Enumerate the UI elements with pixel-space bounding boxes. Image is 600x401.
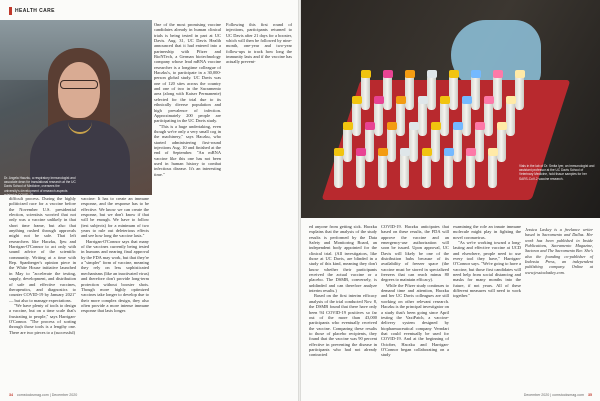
paragraph: Following this first round of injections, participants returned to UC Davis after 21 days for a booster, which will then be followed by nine-month, one-year and two-year follow-ups to track how long the immunity lasts and if the vaccine has actually prevent- (226, 22, 292, 65)
photo-tube-cap (365, 122, 375, 130)
photo-tube-cap (475, 122, 485, 130)
photo-tube (484, 102, 493, 136)
paragraph: difficult process. During the highly politicized race for a vaccine before the November U.S. presidential election, scientists worried that not only was a vaccine unlikely in that short time frame, but also that anything rushed through approvals might not be safe. That left researchers like Haczku, Ijeu and Harrigan-O'Connor to act only with sound advice of the scientific community. Writing at a time with Rep. Spanberger's opinion piece in the White House initiative launched in May to "accelerate the testing, supply, development, and distribution of safe and effective vaccines, therapeutics, and diagnostics to counter COVID-19 by January 2021" — but also to manage expectations. (9, 196, 76, 303)
photo-tube-cap (405, 70, 415, 78)
left-page (0, 0, 298, 401)
photo-tube-cap (466, 148, 476, 156)
section-label: HEALTH CARE (15, 8, 55, 14)
photo-tube (409, 128, 418, 162)
photo-tube (365, 128, 374, 162)
photo-tube (488, 154, 497, 188)
photo-tube-cap (361, 70, 371, 78)
photo-tube (427, 76, 436, 110)
photo-tube (356, 154, 365, 188)
photo-caption: Dr. Angela Haczku, a respiratory immunologist and associate dean for translational research at the UC Davis School of Medicine, oversees the university's development of research aspects related to COVID-19. (4, 176, 76, 197)
photo-tube-cap (484, 96, 494, 104)
article-column-5 (309, 224, 377, 358)
photo-tube (431, 128, 440, 162)
photo-tube-cap (427, 70, 437, 78)
page-number: 34 (9, 393, 13, 397)
photo-tube-cap (383, 70, 393, 78)
photo-tube-cap (440, 96, 450, 104)
photo-tube-cap (497, 122, 507, 130)
photo-tube (418, 102, 427, 136)
photo-tube (343, 128, 352, 162)
photo-tube-cap (515, 70, 525, 78)
photo-tube (471, 76, 480, 110)
photo-tube-cap (387, 122, 397, 130)
paragraph: While the Pfizer study continues to demand time and attention, Haczku and her UC Davis colleagues are still working on other relevant research. Haczku is the principal investigator on a study that's been going since April testing the VaxiPatch, a vaccine-delivery system designed by biopharmaceutical company Verndari that could eventually be used for COVID-19. And at the beginning of October, Haczku and Harrigan-O'Connor began collaborating on a study (381, 282, 449, 358)
right-page (301, 0, 600, 401)
paragraph: vaccine: It has to create an immune response, and the response has to be effective. We know we can create the response, but we don't know if that will be enough. We have to follow (test subjects) for a minimum of two years to rule out deleterious effects and see how long the vaccine lasts." (81, 196, 149, 239)
paragraph: Harrigan-O'Connor says that many of the vaccines currently being tested in humans and nearing final approval by the FDA may work, but that they're a "simpler" form of vaccine, meaning they rely on less sophisticated mechanisms (like an inactivated virus) and therefore don't provide long-term protection without booster shots. Though more highly optimized vaccines take longer to develop due to their more complex design, they also often provide a more intense immune response that lasts longer. (81, 238, 149, 314)
photo-tube-cap (462, 96, 472, 104)
photo-tube-cap (396, 96, 406, 104)
footer-date: December 2020 (51, 393, 78, 397)
article-column-8 (525, 224, 593, 275)
footer-left: 34 comstocksmag.com | December 2020 (9, 393, 78, 397)
photo-tube-cap (418, 96, 428, 104)
photo-tube (396, 102, 405, 136)
photo-tube-cap (343, 122, 353, 130)
photo-tube (361, 76, 370, 110)
footer-date: December 2020 (523, 393, 550, 397)
paragraph: COVID-19. Haczku anticipates that based on these results, the FDA will approve the vaccine and an emergency-use authorization will soon be issued. Upon approval, UC Davis will likely be one of the distribution hubs because of its availability of freezer space (the vaccine must be stored in specialized freezers that can reach minus 80 degrees to maintain efficacy). (381, 224, 449, 283)
photo-tube (422, 154, 431, 188)
photo-glasses (60, 80, 98, 89)
photo-tube-cap (506, 96, 516, 104)
article-column-1 (9, 196, 76, 335)
photo-tube (383, 76, 392, 110)
photo-tube (453, 128, 462, 162)
photo-tube-cap (453, 122, 463, 130)
paragraph: "This is a huge undertaking, even though we're only a very small cog in the machinery," says Haczku, who started administering first-round injections Aug. 10 and finished at the end of September. "An mRNA vaccine like this one has not been used in human history to combat infectious disease. It's an interesting time." (154, 123, 221, 177)
photo-tube (466, 154, 475, 188)
paragraph: "As we're working toward a long-lasting and effective vaccine at UCD and elsewhere, people need to use every tool they have," Harrigan-O'Connor says. "We're going to have a vaccine, but those first candidates will need help from social distancing and masks for many months into the future, if not years. All of these different measures will need to work together." (453, 240, 521, 299)
photo-tube-cap (449, 70, 459, 78)
photo-tube (400, 154, 409, 188)
footer-magazine: comstocksmag.com (552, 393, 584, 397)
author-bio: Jessica Laskey is a freelance writer based in Sacramento and Dallas. Her work has been published in Inside Publications, Sacramento Magazine, Sactown and The Sacramento Bee. She's also the founding co-publisher of Indessia Press, an independent publishing company. Online at www.jessicalaskey.com. (525, 227, 593, 275)
photo-tube-cap (334, 148, 344, 156)
lab-vials-photo (301, 0, 600, 218)
paragraph: ed anyone from getting sick. Haczku explains that the analysis of the study results is performed by the Data Safety and Monitoring Board, an independent body appointed for the clinical trial. (All investigators, like those at UC Davis, are blinded in a study of this kind, meaning they don't know whether their participants received the actual vaccine or a placebo. The DSMB, conversely, is unblinded and can therefore analyze interim results.) (309, 224, 377, 294)
photo-tube (497, 128, 506, 162)
photo-tube (506, 102, 515, 136)
photo-tube-cap (493, 70, 503, 78)
photo-tube-cap (488, 148, 498, 156)
photo-tube (449, 76, 458, 110)
photo-tube-cap (422, 148, 432, 156)
photo-tube-cap (409, 122, 419, 130)
photo-tube (378, 154, 387, 188)
photo-tube (462, 102, 471, 136)
photo-caption: Vials in the lab of Dr. Smita Iyer, an immunologist and assistant professor at the UC Davis School of Veterinary Medicine, hold tissue samples for her SARS-CoV-2 vaccine research. (519, 164, 595, 181)
photo-tube (475, 128, 484, 162)
article-column-4 (226, 22, 292, 65)
photo-tube-cap (431, 122, 441, 130)
paragraph: "We have plenty of tools to design a vaccine, but on a time scale that's frustrating to people," says Harrigan-O'Connor. "The process of sorting through those tools is a lengthy one. There are two pieces to a (successful) (9, 302, 76, 335)
section-accent-bar (9, 7, 12, 15)
portrait-photo (0, 20, 152, 195)
footer-right: December 2020 | comstocksmag.com 35 (523, 393, 592, 397)
photo-tube-cap (374, 96, 384, 104)
photo-tube (387, 128, 396, 162)
footer-magazine: comstocksmag.com (17, 393, 49, 397)
photo-tube-cap (400, 148, 410, 156)
photo-tube (493, 76, 502, 110)
paragraph: One of the most promising vaccine candidates already in human clinical trials is being tested in part at UC Davis. Aug. 31, UC Davis Health announced that it had entered into a partnership with Pfizer and BioNTech, a German biotechnology company whose lead mRNA vaccine researcher is a longtime colleague of Haczku's, to participate in a 30,000-person global study. UC Davis was one of 120 sites across the country and one of two in the Sacramento area (along with Kaiser Permanente) selected for the trial due to its ethnically diverse population and high prevalence of infection. Approximately 200 people are participating in the UC Davis study. (154, 22, 221, 124)
article-column-6 (381, 224, 449, 358)
photo-tube (405, 76, 414, 110)
article-column-2 (81, 196, 149, 314)
photo-tube-cap (356, 148, 366, 156)
photo-tube-cap (444, 148, 454, 156)
photo-tube-cap (352, 96, 362, 104)
photo-tube (374, 102, 383, 136)
page-number: 35 (588, 393, 592, 397)
photo-face (58, 62, 100, 118)
article-column-7 (453, 224, 521, 299)
photo-tube (440, 102, 449, 136)
article-column-3 (154, 22, 221, 177)
photo-tube (444, 154, 453, 188)
photo-tube (334, 154, 343, 188)
paragraph: examining the role an innate immune molecule might play in fighting the novel coronavirus. (453, 224, 521, 240)
photo-tube (352, 102, 361, 136)
section-header (9, 7, 55, 15)
paragraph: Based on the first interim efficacy analysis of the trial conducted Nov. 8, the DSMB found that there have only been 94 COVID-19 positives so far out of the more than 43,000 participants who eventually received the vaccine. Comparing these results to those of placebo recipients, they found that the vaccine was 90 percent effective in preventing the disease in participants who had not already contracted (309, 293, 377, 358)
photo-tube (515, 76, 524, 110)
photo-tube-cap (378, 148, 388, 156)
photo-tube-cap (471, 70, 481, 78)
